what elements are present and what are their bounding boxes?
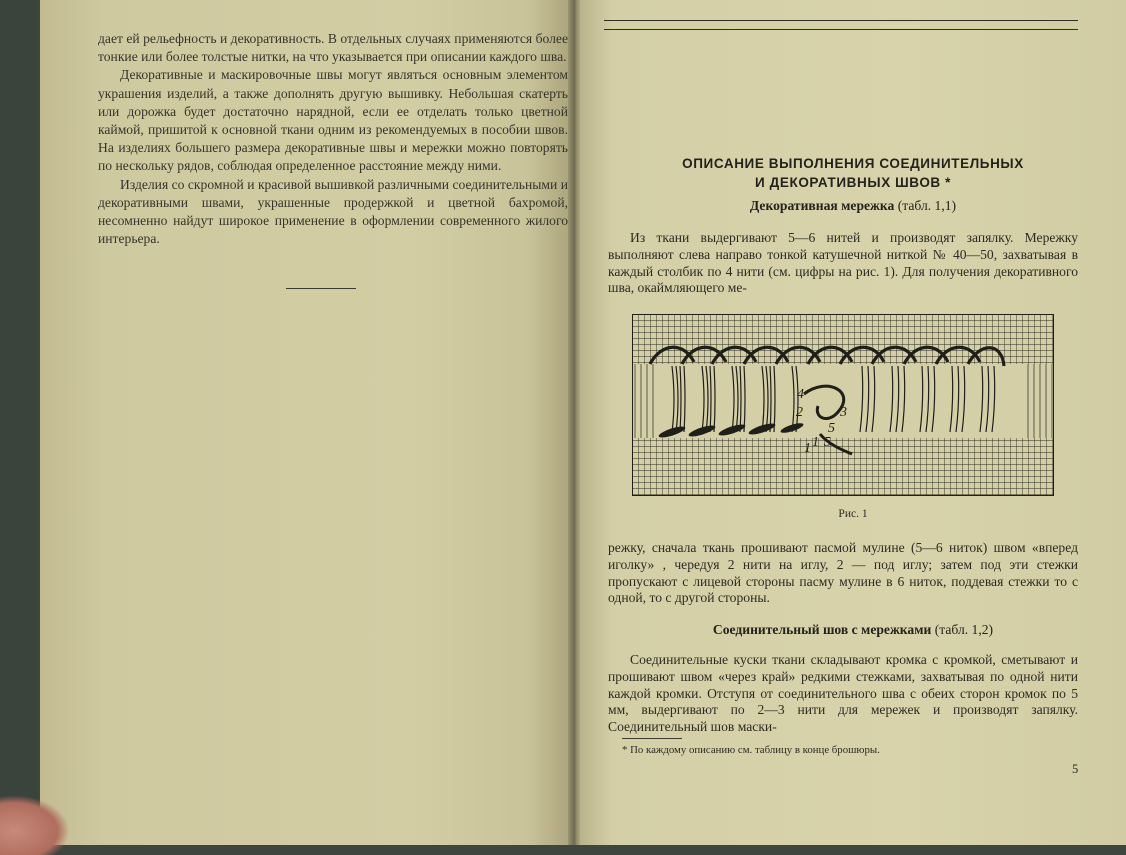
label-4: 4 xyxy=(797,387,804,402)
chapter-title-line-2: И ДЕКОРАТИВНЫХ ШВОВ * xyxy=(755,175,951,190)
label-1: 1 xyxy=(812,435,819,450)
section-2-text xyxy=(608,652,1078,736)
chapter-title-line-1: ОПИСАНИЕ ВЫПОЛНЕНИЯ СОЕДИНИТЕЛЬНЫХ xyxy=(682,156,1024,171)
section-heading-joining-seam xyxy=(603,622,1103,638)
left-page xyxy=(40,0,570,845)
right-page xyxy=(580,0,1126,845)
section-1-table-ref: (табл. 1,1) xyxy=(897,198,957,213)
section-1-paragraph-1: Из ткани выдергивают 5—6 нитей и производят запялку. Мережку выполняют слева направо тонкой катушечной ниткой № 40—50, захватывая в каждый столбик по 4 нити (см. цифры на рис. 1). Для получения декоративного шва, окаймляющего ме- xyxy=(608,230,1078,296)
label-5: 5 xyxy=(824,435,831,450)
figure-1-stitch-diagram xyxy=(632,314,1054,496)
section-1-paragraph-2: режку, сначала ткань прошивают пасмой мулине (5—6 ниток) швом «вперед иголку» , чередуя 2 нити на иглу, 2 — под иглу; затем под эти стежки пропускают с лицевой стороны пасму мулине в 6 ниток, поддевая стежки то с одной, то с другой стороны. xyxy=(608,540,1078,606)
left-paragraph-2: Декоративные и маскировочные швы могут являться основным элементом украшения изделий, а также дополнять другую вышивку. Небольшая скатерть или дорожка будет достаточно нарядной, если ее отделать только цветной каймой, пришитой к основной ткани одним из рекомендуемых в пособии швов. На изделиях большего размера декоративные швы и мережки можно повторять по нескольку рядов, соблюдая определенное расстояние между ними. xyxy=(98,67,568,174)
left-page-divider xyxy=(286,288,356,289)
figure-1-caption: Рис. 1 xyxy=(838,508,868,520)
section-1-text-before xyxy=(608,230,1078,297)
left-paragraph-1: дает ей рельефность и декоративность. В отдельных случаях применяются более тонкие или более толстые нитки, на что указывается при описании каждого шва. xyxy=(98,31,568,65)
left-paragraph-3: Изделия со скромной и красивой вышивкой различными соединительными и декоративными швами, украшенные продержкой и цветной бахромой, несомненно найдут широкое применение в оформлении современного жилого интерьера. xyxy=(98,176,568,247)
section-1-text-after xyxy=(608,540,1078,607)
chapter-title xyxy=(620,154,1086,192)
header-double-rule xyxy=(604,20,1078,30)
page-number: 5 xyxy=(1072,762,1079,776)
section-2-paragraph-1: Соединительные куски ткани складывают кромка с кромкой, сметывают и прошивают швом «через край» редкими стежками, захватывая по одной нити каждой кромки. Отступя от соединительного шва с обеих сторон кромок по 5 мм, выдергивают по 2—3 нити для мережек и производят запялку. Соединительный шов маски- xyxy=(608,652,1078,735)
left-page-text xyxy=(98,30,568,248)
section-2-table-ref: (табл. 1,2) xyxy=(934,622,994,637)
label-1-lower: 1 xyxy=(804,441,811,456)
label-2: 2 xyxy=(796,405,803,420)
section-2-heading: Соединительный шов с мережками xyxy=(712,622,932,637)
section-1-heading: Декоративная мережка xyxy=(749,198,895,213)
label-5-lower: 5 xyxy=(828,421,835,436)
footnote-rule xyxy=(622,738,682,739)
section-heading-decorative-merezhka xyxy=(603,198,1103,214)
footnote: * По каждому описанию см. таблицу в конце брошюры. xyxy=(622,744,880,756)
label-3: 3 xyxy=(840,405,847,420)
fabric-grid-bottom xyxy=(632,438,1054,496)
finger-holding-book xyxy=(0,795,70,855)
